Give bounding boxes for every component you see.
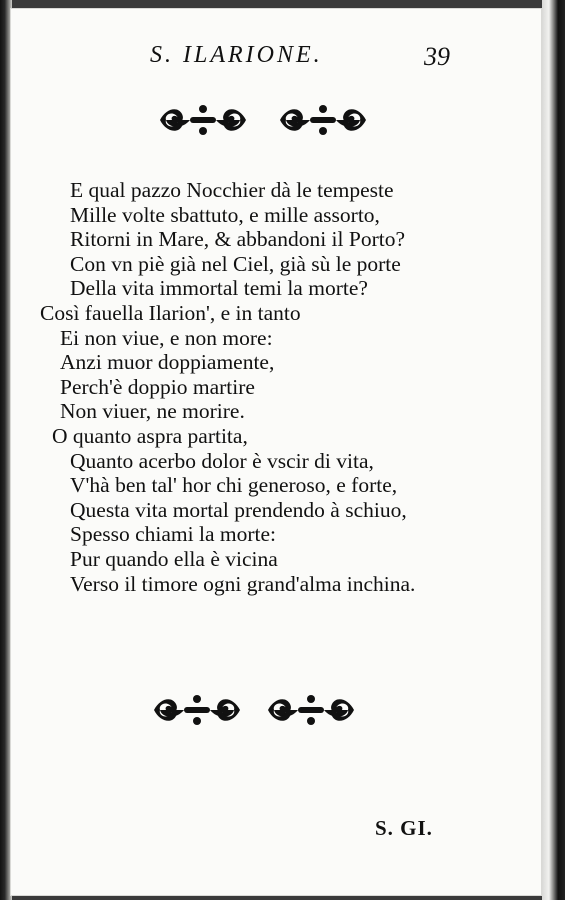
verse-line: O quanto aspra partita,: [52, 423, 248, 448]
verse-block: [40, 178, 520, 596]
top-ornament: [156, 100, 370, 140]
running-title: S. ILARIONE.: [150, 42, 323, 68]
verse-line: Mille volte sbattuto, e mille assorto,: [70, 202, 380, 227]
verse-line: Questa vita mortal prendendo à schiuo,: [70, 497, 407, 522]
page-number: 39: [424, 42, 450, 71]
verse-line: Quanto acerbo dolor è vscir di vita,: [70, 448, 374, 473]
verse-line: Ei non viue, e non more:: [60, 325, 273, 350]
verse-line: E qual pazzo Nocchier dà le tempeste: [70, 178, 394, 202]
right-page-edge: [542, 0, 565, 900]
book-page: [10, 8, 542, 896]
verse-line: Spesso chiami la morte:: [70, 522, 277, 547]
verse-line: Pur quando ella è vicina: [70, 546, 278, 571]
verse-line: Della vita immortal temi la morte?: [70, 276, 368, 301]
fleuron-pair-icon: [264, 690, 358, 730]
verse-line: Perch'è doppio martire: [60, 374, 255, 399]
verse-line: Con vn piè già nel Ciel, già sù le porte: [70, 251, 401, 276]
fleuron-pair-icon: [156, 100, 250, 140]
fleuron-pair-icon: [276, 100, 370, 140]
verse-line: Non viuer, ne morire.: [60, 399, 245, 424]
fleuron-pair-icon: [150, 690, 244, 730]
verse-line: Ritorni in Mare, & abbandoni il Porto?: [70, 227, 405, 252]
verse-line: Verso il timore ogni grand'alma inchina.: [70, 571, 416, 596]
catchword: S. GI.: [375, 816, 433, 840]
verse-line: V'hà ben tal' hor chi generoso, e forte,: [70, 473, 398, 498]
bottom-ornament: [150, 690, 358, 730]
verse-line: Così fauella Ilarion', e in tanto: [40, 300, 301, 325]
verse-line: Anzi muor doppiamente,: [60, 350, 275, 375]
